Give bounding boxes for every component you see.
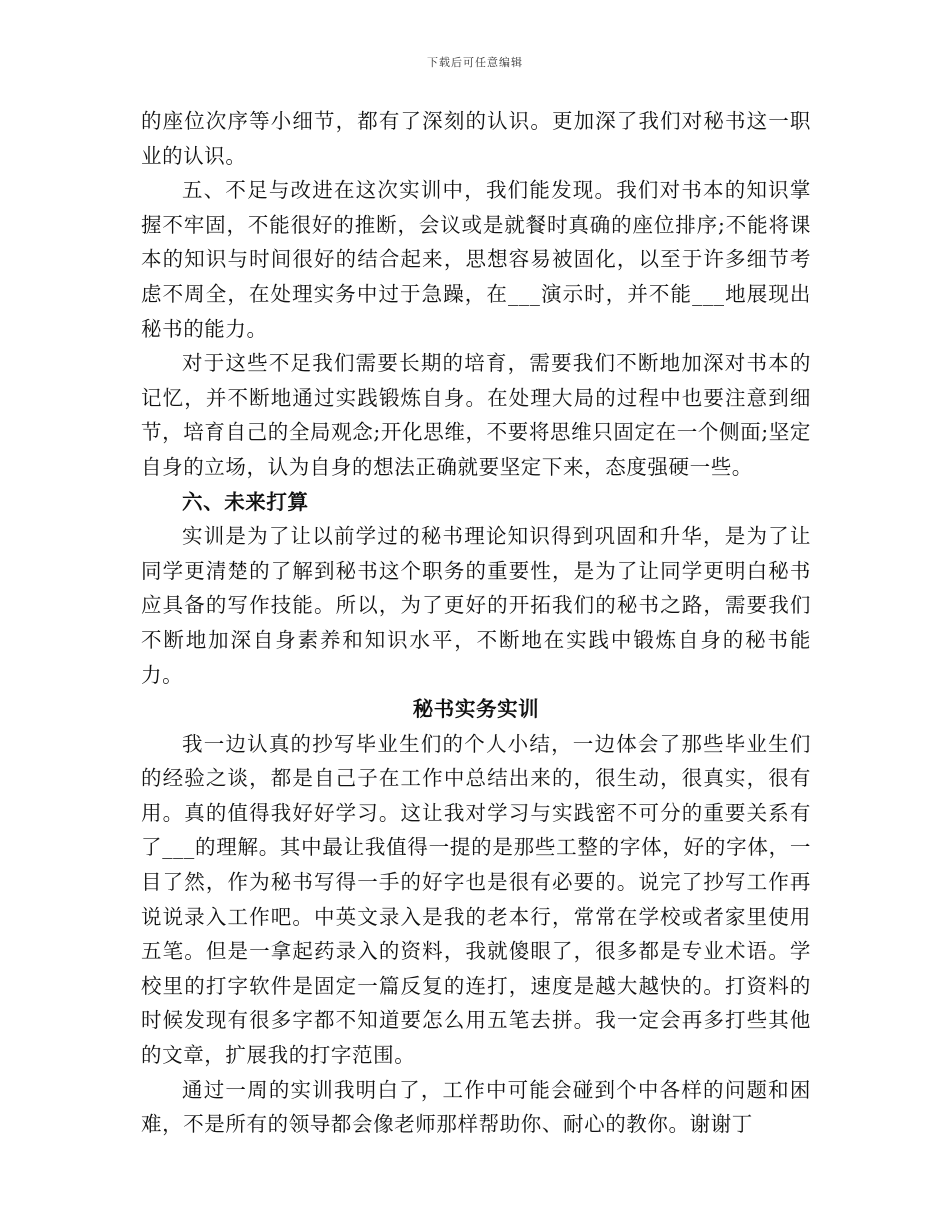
page-header: 下载后可任意编辑 (427, 56, 523, 69)
paragraph-improvement: 对于这些不足我们需要长期的培育，需要我们不断地加深对书本的记忆，并不断地通过实践锻炼自身。在处理大局的过程中也要注意到细节，培育自己的全局观念;开化思维，不要将思维只固定在一个侧面;坚定自身的立场，认为自身的想法正确就要坚定下来，态度强硬一些。 (141, 351, 811, 479)
paragraph-conclusion: 通过一周的实训我明白了，工作中可能会碰到个中各样的问题和困难，不是所有的领导都会像老师那样帮助你、耐心的教你。谢谢丁 (141, 1077, 811, 1137)
section-heading-future-plans: 六、未来打算 (182, 489, 309, 514)
paragraph-shortcomings: 五、不足与改进在这次实训中，我们能发现。我们对书本的知识掌握不牢固，不能很好的推断，会议或是就餐时真确的座位排序;不能将课本的知识与时间很好的结合起来，思想容易被固化，以至于许多细节考虑不周全，在处理实务中过于急躁，在___演示时，并不能___地展现出秘书的能力。 (141, 178, 811, 341)
paragraph-continuation: 的座位次序等小细节，都有了深刻的认识。更加深了我们对秘书这一职业的认识。 (141, 109, 811, 168)
document-body (141, 104, 811, 1142)
paragraph-future-plans: 实训是为了让以前学过的秘书理论知识得到巩固和升华，是为了让同学更清楚的了解到秘书这个职务的重要性，是为了让同学更明白秘书应具备的写作技能。所以，为了更好的开拓我们的秘书之路，需要我们不断地加深自身素养和知识水平，不断地在实践中锻炼自身的秘书能力。 (141, 524, 811, 687)
paragraph-copying-typing: 我一边认真的抄写毕业生们的个人小结，一边体会了那些毕业生们的经验之谈，都是自己子在工作中总结出来的，很生动，很真实，很有用。真的值得我好好学习。这让我对学习与实践密不可分的重要关系有了___的理解。其中最让我值得一提的是那些工整的字体，好的字体，一目了然，作为秘书写得一手的好字也是很有必要的。说完了抄写工作再说说录入工作吧。中英文录入是我的老本行，常常在学校或者家里使用五笔。但是一拿起药录入的资料，我就傻眼了，很多都是专业术语。学校里的打字软件是固定一篇反复的连打，速度是越大越快的。打资料的时候发现有很多字都不知道要怎么用五笔去拼。我一定会再多打些其他的文章，扩展我的打字范围。 (141, 731, 811, 1068)
article-title: 秘书实务实训 (412, 697, 540, 722)
